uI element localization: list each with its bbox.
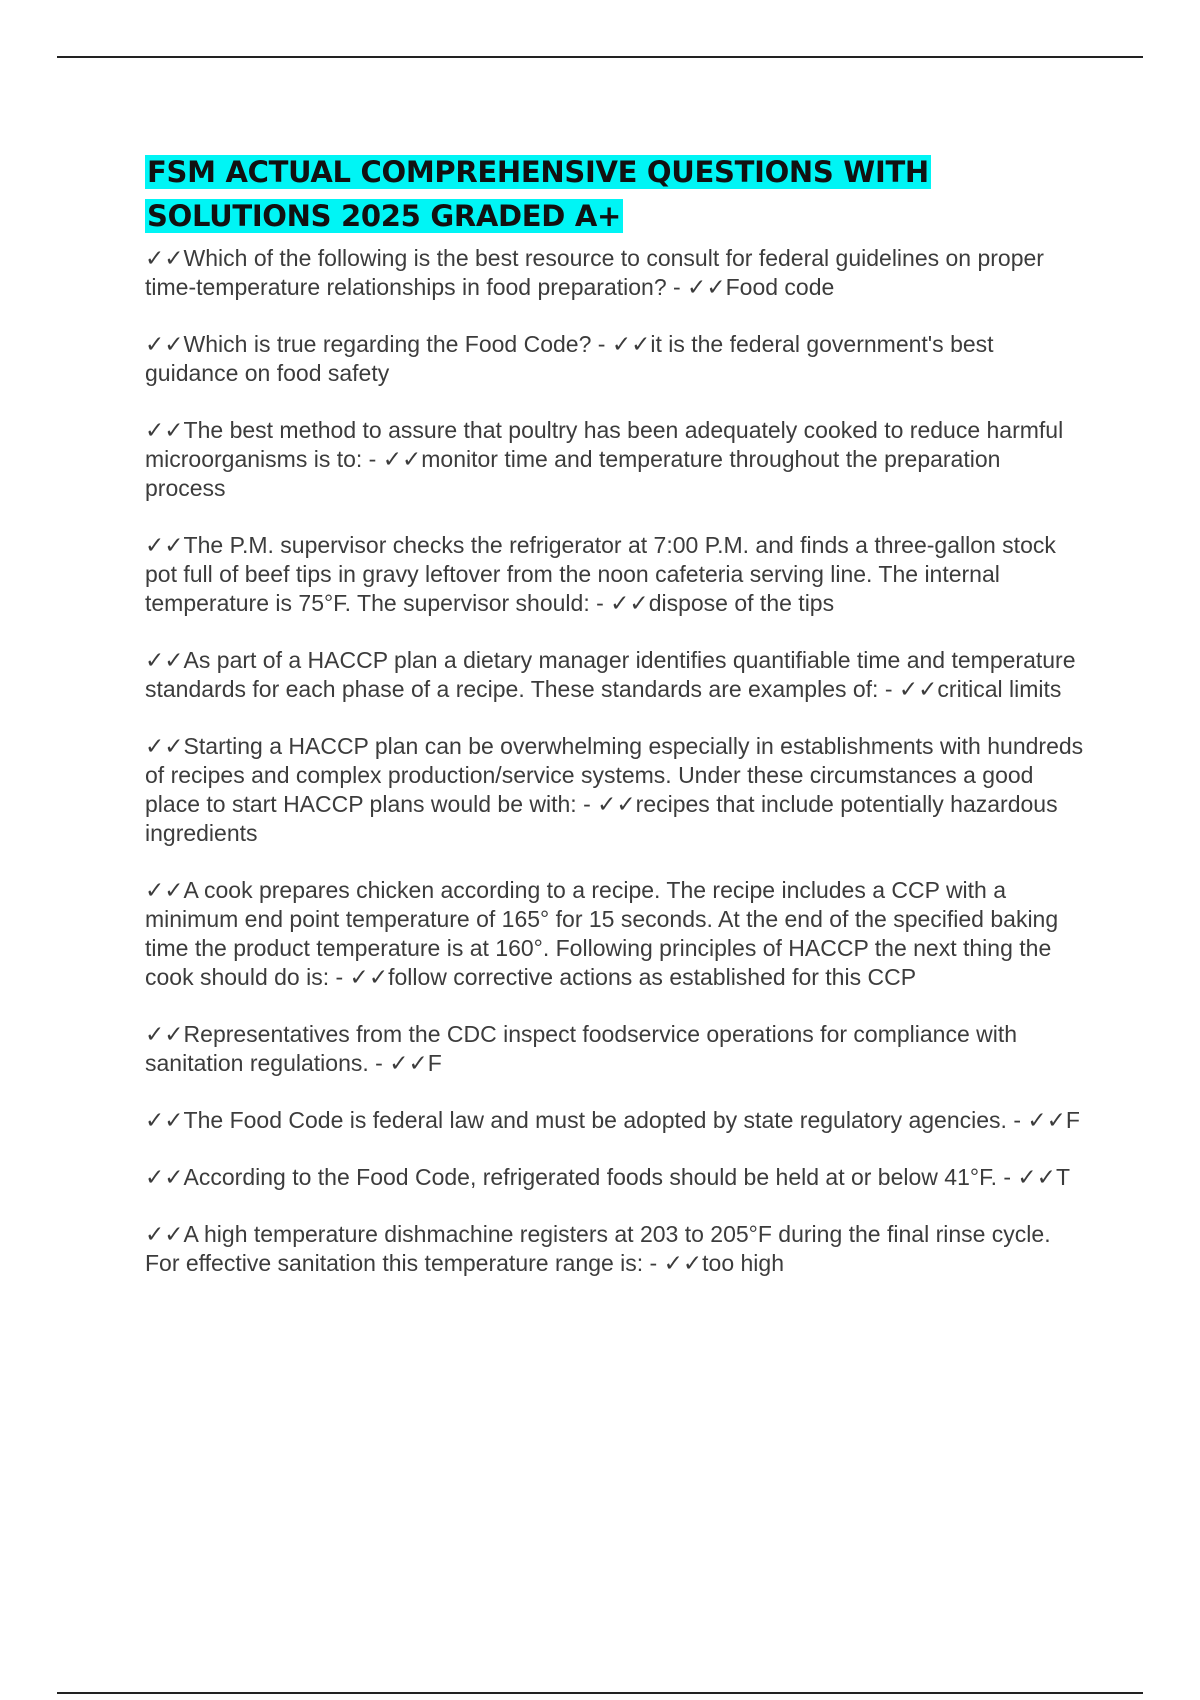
qa-item: ✓✓As part of a HACCP plan a dietary manager identifies quantifiable time and temperature standards for each phase of a recipe. These standards are examples of: - ✓✓critical limits [145, 647, 1076, 702]
title-highlight: FSM ACTUAL COMPREHENSIVE QUESTIONS WITH SOLUTIONS 2025 GRADED A+ [147, 155, 929, 233]
qa-item: ✓✓Which of the following is the best resource to consult for federal guidelines on proper time-temperature relationships in food preparation? - ✓✓Food code [145, 245, 1044, 300]
qa-item: ✓✓The Food Code is federal law and must be adopted by state regulatory agencies. - ✓✓F [145, 1107, 1080, 1133]
qa-item: ✓✓A high temperature dishmachine registers at 203 to 205°F during the final rinse cycle. For effective sanitation this temperature range is: - ✓✓too high [145, 1221, 1051, 1276]
qa-item: ✓✓According to the Food Code, refrigerated foods should be held at or below 41°F. - ✓✓T [145, 1164, 1070, 1190]
qa-item: ✓✓The best method to assure that poultry has been adequately cooked to reduce harmful microorganisms is to: - ✓✓monitor time and temperature throughout the preparation process [145, 417, 1064, 501]
qa-item: ✓✓A cook prepares chicken according to a recipe. The recipe includes a CCP with a minimum end point temperature of 165° for 15 seconds. At the end of the specified baking time the product temperature is at 160°. Following principles of HACCP the next thing the cook should do is: - ✓✓follow corrective actions as established for this CCP [145, 877, 1059, 990]
document-title [145, 150, 1085, 238]
qa-item: ✓✓Starting a HACCP plan can be overwhelming especially in establishments with hundreds of recipes and complex production/service systems. Under these circumstances a good place to start HACCP plans would be with: - ✓✓recipes that include potentially hazardous ingredients [145, 733, 1084, 846]
document-body [145, 150, 1085, 1306]
qa-item: ✓✓The P.M. supervisor checks the refrigerator at 7:00 P.M. and finds a three-gallon stock pot full of beef tips in gravy leftover from the noon cafeteria serving line. The internal temperature is 75°F. The supervisor should: - ✓✓dispose of the tips [145, 532, 1056, 616]
bottom-rule [57, 1692, 1143, 1694]
qa-item: ✓✓Representatives from the CDC inspect foodservice operations for compliance with sanitation regulations. - ✓✓F [145, 1021, 1018, 1076]
top-rule [57, 56, 1143, 58]
qa-item: ✓✓Which is true regarding the Food Code? - ✓✓it is the federal government's best guidance on food safety [145, 331, 994, 386]
